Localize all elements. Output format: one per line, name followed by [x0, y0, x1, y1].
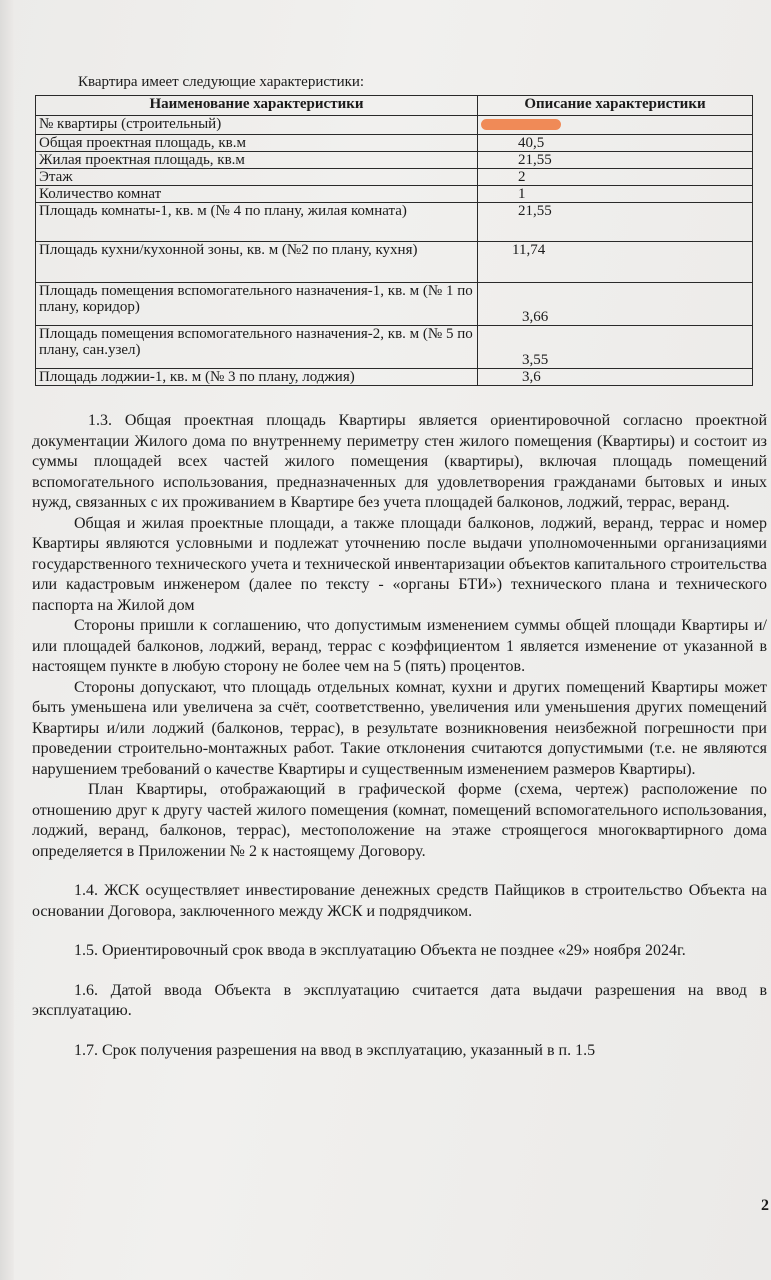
row-floor-label: Этаж — [36, 169, 478, 186]
row-aux1-value: 3,66 — [478, 283, 753, 326]
paragraph-room-deviation: Стороны допускают, что площадь отдельных комнат, кухни и других помещений Квартиры может быть уменьшена или увеличена за счёт, соответственно, увеличения или уменьшения других помещений Квартиры и/или лоджий (балконов, террас), в результате возникновения неизбежной погрешности при проведении строительно-монтажных работ. Такие отклонения считаются допустимыми (т.е. не являются нарушением требований о качестве Квартиры и существенным изменением размеров Квартиры). — [32, 678, 767, 778]
row-room1-label: Площадь комнаты-1, кв. м (№ 4 по плану, жилая комната) — [36, 203, 478, 242]
paragraph-apartment-plan: План Квартиры, отображающий в графической форме (схема, чертеж) расположение по отношению друг к другу частей жилого помещения (комнат, помещений вспомогательного использования, лоджий, веранд, балконов, террас), местоположение на этаже строящегося многоквартирного дома определяется в Приложении № 2 к настоящему Договору. — [32, 781, 767, 860]
apartment-characteristics-table — [35, 95, 753, 386]
table-row — [36, 369, 753, 386]
row-apartment-number-label: № квартиры (строительный) — [36, 116, 478, 135]
clause-1-3: 1.3. Общая проектная площадь Квартиры является ориентировочной согласно проектной документации Жилого дома по внутреннему периметру стен жилого помещения (Квартиры) и состоит из суммы площадей всех частей жилого помещения (квартиры), включая площадь помещений вспомогательного использования, предназначенных для удовлетворения гражданами бытовых и иных нужд, связанных с их проживанием в Квартире без учета площадей балконов, лоджий, террас, веранд. — [32, 412, 767, 511]
row-room1-value: 21,55 — [478, 203, 753, 242]
page-edge-shadow — [0, 0, 14, 1280]
row-loggia-value: 3,6 — [478, 369, 753, 386]
row-total-area-label: Общая проектная площадь, кв.м — [36, 135, 478, 152]
row-kitchen-label: Площадь кухни/кухонной зоны, кв. м (№2 по плану, кухня) — [36, 242, 478, 283]
row-floor-value: 2 — [478, 169, 753, 186]
row-living-area-label: Жилая проектная площадь, кв.м — [36, 152, 478, 169]
page-number: 2 — [761, 1197, 769, 1214]
row-total-area-value: 40,5 — [478, 135, 753, 152]
row-loggia-label: Площадь лоджии-1, кв. м (№ 3 по плану, лоджия) — [36, 369, 478, 386]
row-aux2-value: 3,55 — [478, 326, 753, 369]
header-description: Описание характеристики — [478, 96, 753, 116]
table-header-row — [36, 96, 753, 116]
table-row — [36, 203, 753, 242]
clause-1-4: 1.4. ЖСК осуществляет инвестирование денежных средств Пайщиков в строительство Объекта на основании Договора, заключенного между ЖСК и подрядчиком. — [32, 882, 767, 920]
row-rooms-label: Количество комнат — [36, 186, 478, 203]
table-row — [36, 152, 753, 169]
redaction-mark — [481, 119, 561, 130]
table-intro: Квартира имеет следующие характеристики: — [78, 74, 365, 90]
table-row — [36, 169, 753, 186]
row-living-area-value: 21,55 — [478, 152, 753, 169]
table-row — [36, 186, 753, 203]
row-kitchen-value: 11,74 — [478, 242, 753, 283]
paragraph-area-tolerance: Стороны пришли к соглашению, что допустимым изменением суммы общей площади Квартиры и/или площадей балконов, лоджий, веранд, террас с коэффициентом 1 является изменение от указанной в настоящем пункте в любую сторону не более чем на 5 (пять) процентов. — [32, 617, 767, 675]
clause-1-7: 1.7. Срок получения разрешения на ввод в эксплуатацию, указанный в п. 1.5 — [74, 1041, 596, 1059]
table-row — [36, 326, 753, 369]
header-name: Наименование характеристики — [36, 96, 478, 116]
clause-1-5: 1.5. Ориентировочный срок ввода в эксплуатацию Объекта не позднее «29» ноября 2024г. — [74, 942, 686, 959]
paragraph-areas-conditional: Общая и жилая проектные площади, а также площади балконов, лоджий, веранд, террас и номер Квартиры являются условными и подлежат уточнению после выдачи уполномоченными организациями государственного технического учета и технической инвентаризации объектов капитального строительства или кадастровым инженером (далее по тексту - «органы БТИ») технического плана и технического паспорта на Жилой дом — [32, 514, 767, 614]
row-aux2-label: Площадь помещения вспомогательного назначения-2, кв. м (№ 5 по плану, сан.узел) — [36, 326, 478, 369]
row-rooms-value: 1 — [478, 186, 753, 203]
contract-text — [32, 411, 767, 1061]
clause-1-6: 1.6. Датой ввода Объекта в эксплуатацию считается дата выдачи разрешения на ввод в эксплуатацию. — [32, 981, 767, 1019]
table-row — [36, 116, 753, 135]
table-row — [36, 135, 753, 152]
table-row — [36, 242, 753, 283]
row-apartment-number-value — [478, 116, 753, 135]
row-aux1-label: Площадь помещения вспомогательного назначения-1, кв. м (№ 1 по плану, коридор) — [36, 283, 478, 326]
table-row — [36, 283, 753, 326]
